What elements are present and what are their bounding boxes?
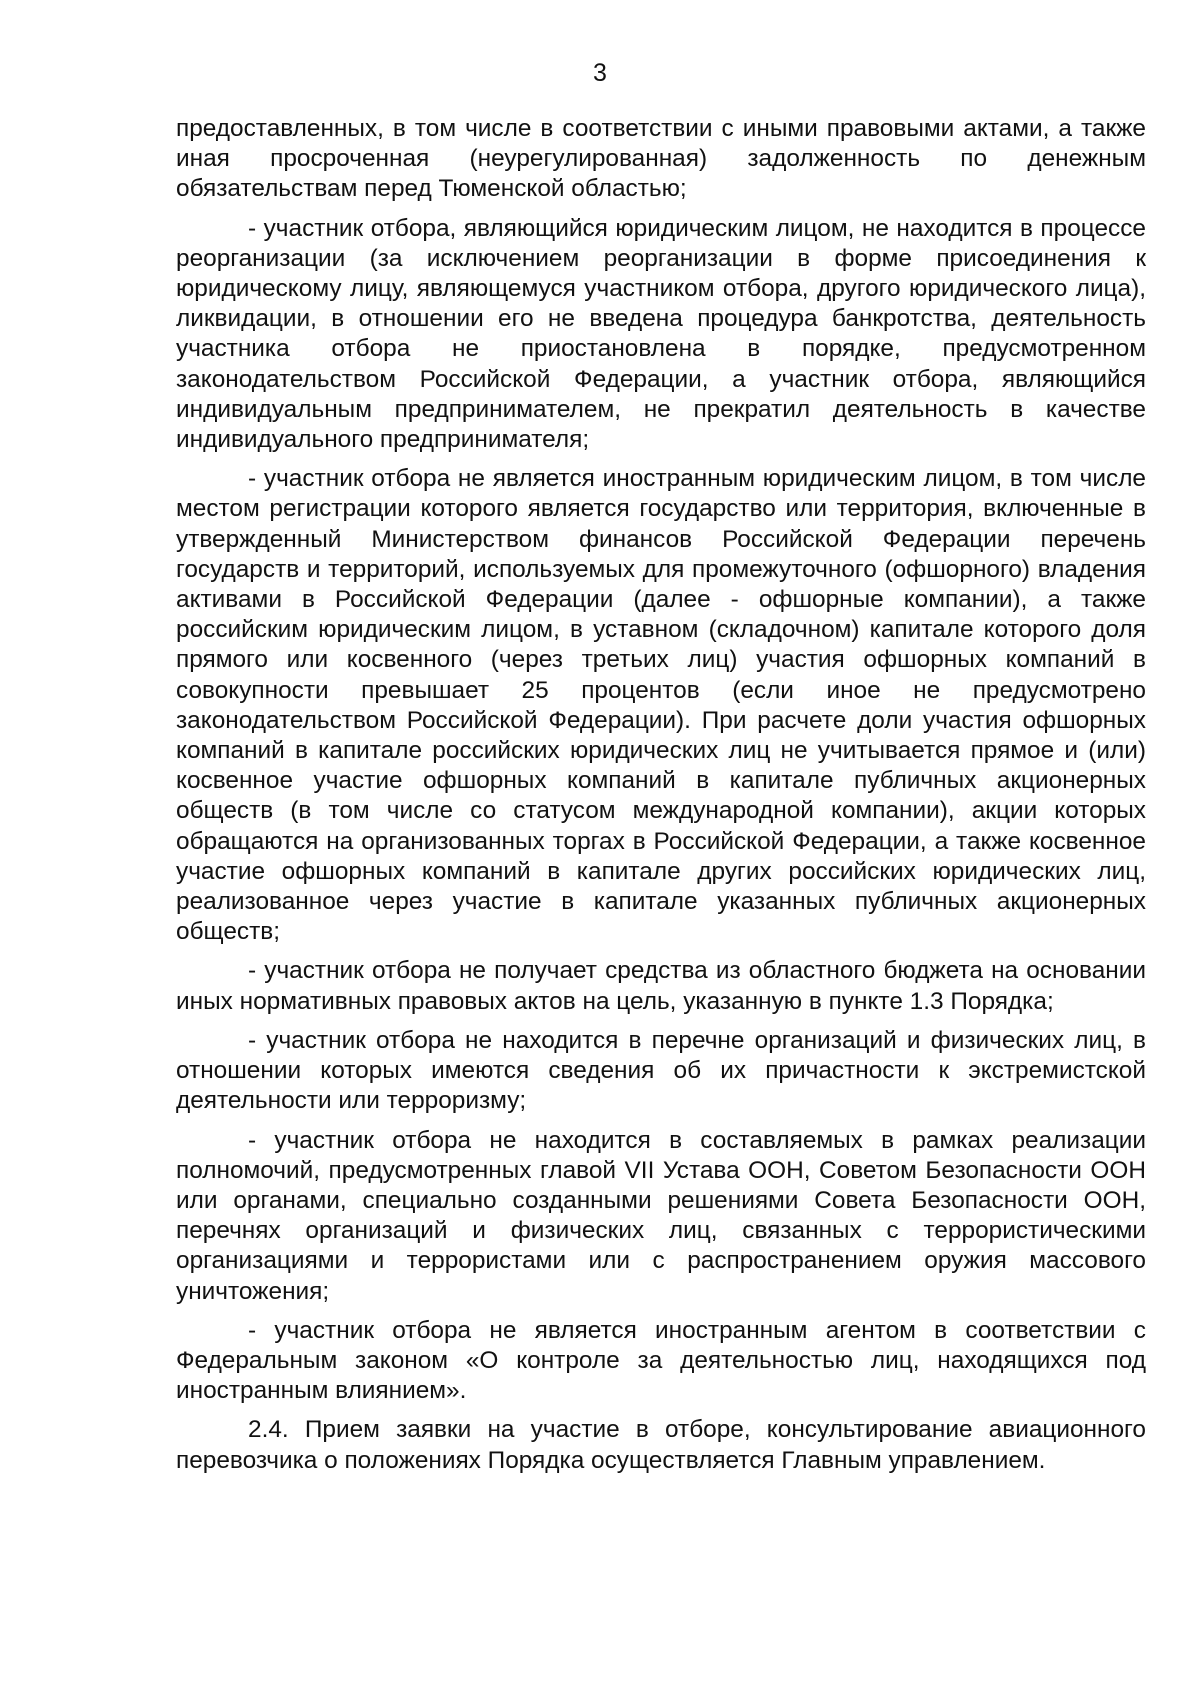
paragraph-not-offshore: - участник отбора не является иностранным юридическим лицом, в том числе местом регистрации которого является государство или территория, включенные в утвержденный Министерством финансов Российской Федерации перечень государств и территорий, используемых для промежуточного (офшорного) владения активами в Российской Федерации (далее - офшорные компании), а также российским юридическим лицом, в уставном (складочном) капитале которого доля прямого или косвенного (через третьих лиц) участия офшорных компаний в совокупности превышает 25 процентов (если иное не предусмотрено законодательством Российской Федерации). При расчете доли участия офшорных компаний в капитале российских юридических лиц не учитывается прямое и (или) косвенное участие офшорных компаний в капитале публичных акционерных обществ (в том числе со статусом международной компании), акции которых обращаются на организованных торгах в Российской Федерации, а также косвенное участие офшорных компаний в капитале других российских юридических лиц, реализованное через участие в капитале указанных публичных акционерных обществ;	[176, 465, 1146, 946]
paragraph-not-reorganization: - участник отбора, являющийся юридическим лицом, не находится в процессе реорганизации (за исключением реорганизации в форме присоединения к юридическому лицу, являющемуся участником отбора, другого юридического лица), ликвидации, в отношении его не введена процедура банкротства, деятельность участника отбора не приостановлена в порядке, предусмотренном законодательством Российской Федерации, а участник отбора, являющийся индивидуальным предпринимателем, не прекратил деятельность в качестве индивидуального предпринимателя;	[176, 214, 1146, 454]
paragraph-not-un-sanctions-list: - участник отбора не находится в составляемых в рамках реализации полномочий, предусмотренных главой VII Устава ООН, Советом Безопасности ООН или органами, специально созданными решениями Совета Безопасности ООН, перечнях организаций и физических лиц, связанных с террористическими организациями и террористами или с распространением оружия массового уничтожения;	[176, 1126, 1146, 1305]
paragraph-continuation: предоставленных, в том числе в соответствии с иными правовыми актами, а также иная просроченная (неурегулированная) задолженность по денежным обязательствам перед Тюменской областью;	[176, 115, 1146, 203]
page-number: 3	[593, 59, 607, 87]
document-body	[176, 114, 1146, 1485]
paragraph-not-foreign-agent: - участник отбора не является иностранным агентом в соответствии с Федеральным законом «О контроле за деятельностью лиц, находящихся под иностранным влиянием».	[176, 1316, 1146, 1405]
paragraph-2-4-application-acceptance: 2.4. Прием заявки на участие в отборе, консультирование авиационного перевозчика о положениях Порядка осуществляется Главным управлением.	[176, 1416, 1146, 1474]
paragraph-no-other-budget-funds: - участник отбора не получает средства из областного бюджета на основании иных нормативных правовых актов на цель, указанную в пункте 1.3 Порядка;	[176, 957, 1146, 1015]
paragraph-not-extremism-list: - участник отбора не находится в перечне организаций и физических лиц, в отношении которых имеются сведения об их причастности к экстремистской деятельности или терроризму;	[176, 1026, 1146, 1115]
